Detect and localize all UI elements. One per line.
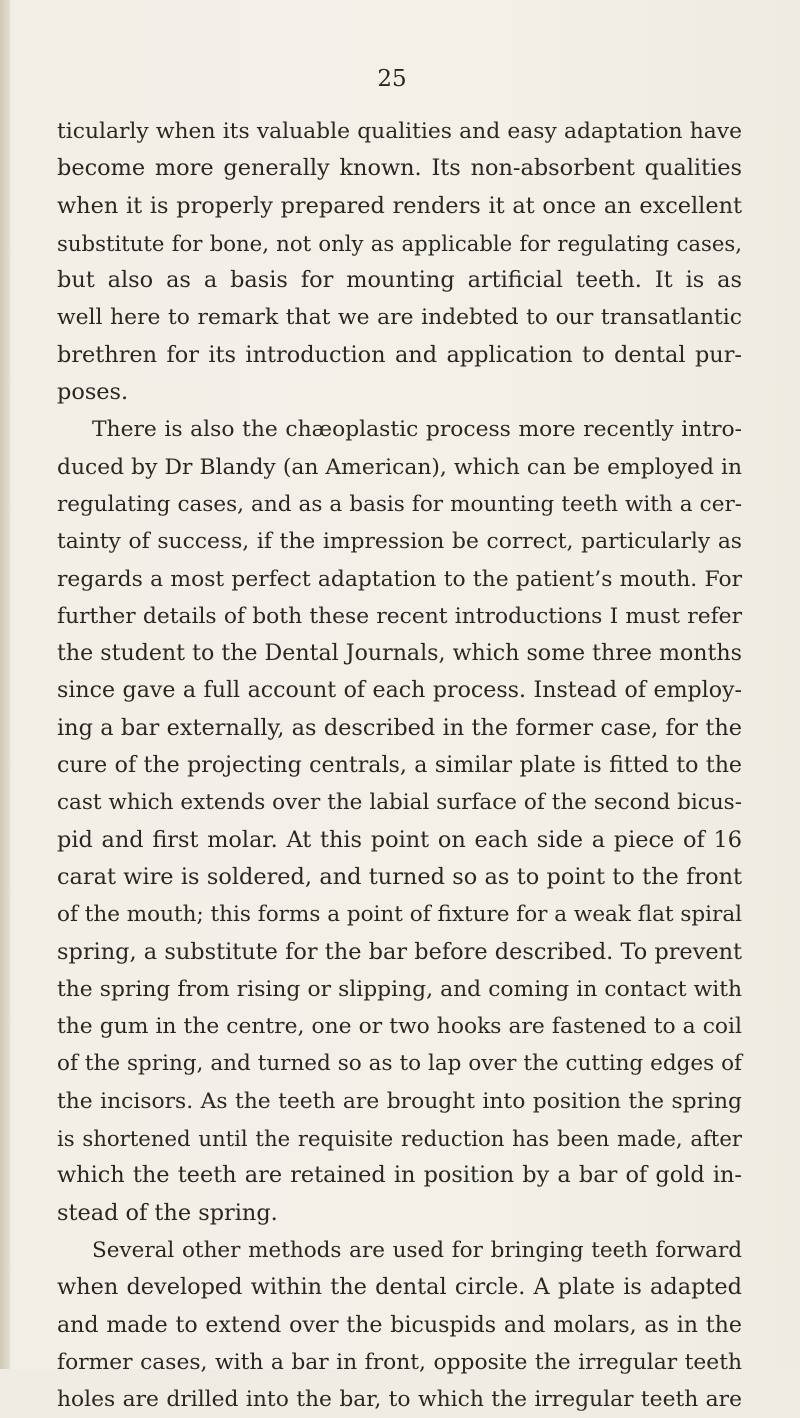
text-line: cast which extends over the labial surface of the second bicus-	[57, 790, 742, 816]
text-line: the spring from rising or slipping, and coming in contact with	[57, 976, 742, 1002]
text-line: of the mouth; this forms a point of fixture for a weak flat spiral	[57, 902, 743, 928]
text-line: of the spring, and turned so as to lap over the cutting edges of	[57, 1051, 742, 1077]
text-line: tainty of success, if the impression be correct, particularly as	[57, 529, 742, 555]
text-line: carat wire is soldered, and turned so as to point to the front	[57, 863, 742, 890]
text-line: stead of the spring.	[57, 1199, 278, 1226]
text-line: the gum in the centre, one or two hooks are fastened to a coil	[57, 1014, 742, 1040]
text-line: There is also the chæoplastic process more recently intro-	[92, 417, 742, 443]
text-line: regulating cases, and as a basis for mounting teeth with a cer-	[57, 491, 742, 517]
text-line: which the teeth are retained in position by a bar of gold in-	[57, 1162, 742, 1189]
text-line: brethren for its introduction and application to dental pur-	[57, 341, 742, 368]
text-line: the student to the Dental Journals, which some three months	[57, 640, 742, 667]
text-line: regards a most perfect adaptation to the patient’s mouth. For	[57, 566, 742, 592]
body-text	[57, 113, 742, 1418]
paragraph-chaeoplastic	[57, 411, 742, 1232]
paragraph-several-methods	[57, 1232, 742, 1418]
text-line: well here to remark that we are indebted to our transatlantic	[57, 305, 742, 331]
text-line: substitute for bone, not only as applicable for regulating cases,	[57, 230, 742, 256]
text-line: ing a bar externally, as described in the former case, for the	[57, 714, 742, 741]
text-line: further details of both these recent introductions I must refer	[57, 603, 742, 629]
page-number: 25	[377, 66, 407, 92]
text-line: spring, a substitute for the bar before described. To prevent	[57, 938, 742, 965]
text-line: Several other methods are used for bringing teeth forward	[92, 1237, 742, 1263]
text-line: when it is properly prepared renders it at once an excellent	[57, 192, 742, 219]
text-line: holes are drilled into the bar, to which the irregular teeth are	[57, 1387, 742, 1413]
text-line: but also as a basis for mounting artificial teeth. It is as	[57, 267, 742, 294]
binding-edge	[0, 0, 10, 1369]
text-line: and made to extend over the bicuspids and molars, as in the	[57, 1311, 742, 1338]
text-line: when developed within the dental circle. A plate is adapted	[57, 1274, 742, 1301]
text-line: pid and first molar. At this point on each side a piece of 16	[57, 826, 742, 853]
paragraph-vulcanite	[57, 113, 742, 411]
text-line: former cases, with a bar in front, opposite the irregular teeth	[57, 1349, 742, 1375]
text-line: duced by Dr Blandy (an American), which can be employed in	[57, 454, 742, 480]
text-line: become more generally known. Its non-absorbent qualities	[57, 155, 742, 182]
text-line: cure of the projecting centrals, a similar plate is fitted to the	[57, 752, 742, 779]
text-line: is shortened until the requisite reduction has been made, after	[57, 1126, 742, 1152]
text-line: poses.	[57, 379, 129, 406]
text-line: the incisors. As the teeth are brought into position the spring	[57, 1088, 742, 1114]
text-line: since gave a full account of each process. Instead of employ-	[57, 677, 742, 704]
text-line: ticularly when its valuable qualities and easy adaptation have	[57, 119, 742, 144]
